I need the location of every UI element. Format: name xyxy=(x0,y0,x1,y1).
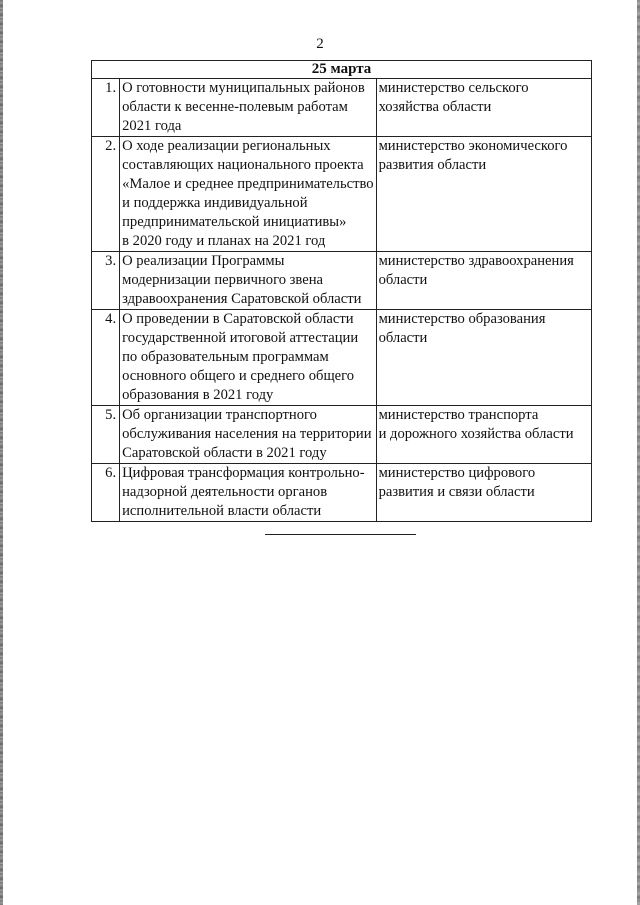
topic-line: О ходе реализации региональных xyxy=(122,138,331,154)
item-responsible xyxy=(376,137,591,252)
responsible-line: области xyxy=(378,272,428,288)
item-number: 2. xyxy=(92,137,120,252)
topic-line: государственной итоговой аттестации xyxy=(122,330,359,346)
item-topic xyxy=(120,310,376,406)
topic-line: обслуживания населения на территории xyxy=(122,426,372,442)
responsible-line: развития области xyxy=(378,157,487,173)
topic-line: Саратовской области в 2021 году xyxy=(122,445,327,461)
item-number: 1. xyxy=(92,79,120,137)
topic-line: и поддержка индивидуальной xyxy=(122,195,308,211)
item-responsible xyxy=(376,310,591,406)
topic-line: 2021 года xyxy=(122,118,182,134)
scan-edge-left xyxy=(0,0,3,905)
topic-line: О проведении в Саратовской области xyxy=(122,311,354,327)
responsible-line: министерство здравоохранения xyxy=(378,253,574,269)
topic-line: образования в 2021 году xyxy=(122,387,274,403)
topic-line: здравоохранения Саратовской области xyxy=(122,291,362,307)
topic-line: Цифровая трансформация контрольно- xyxy=(122,465,365,481)
item-number: 3. xyxy=(92,252,120,310)
item-responsible xyxy=(376,406,591,464)
topic-line: основного общего и среднего общего xyxy=(122,368,355,384)
responsible-line: министерство образования xyxy=(378,311,546,327)
item-number: 5. xyxy=(92,406,120,464)
topic-line: модернизации первичного звена xyxy=(122,272,323,288)
agenda-row xyxy=(92,464,592,522)
page-number: 2 xyxy=(316,36,324,52)
topic-line: области к весенне-полевым работам xyxy=(122,99,348,115)
agenda-row xyxy=(92,79,592,137)
item-responsible xyxy=(376,464,591,522)
responsible-line: хозяйства области xyxy=(378,99,492,115)
item-number: 4. xyxy=(92,310,120,406)
topic-line: в 2020 году и планах на 2021 год xyxy=(122,233,326,249)
responsible-line: министерство сельского xyxy=(378,80,529,96)
item-topic xyxy=(120,252,376,310)
item-topic xyxy=(120,464,376,522)
responsible-line: министерство цифрового xyxy=(378,465,536,481)
item-responsible xyxy=(376,252,591,310)
topic-line: Об организации транспортного xyxy=(122,407,317,423)
agenda-row xyxy=(92,406,592,464)
topic-line: предпринимательской инициативы» xyxy=(122,214,347,230)
item-responsible xyxy=(376,79,591,137)
agenda-row xyxy=(92,252,592,310)
topic-line: надзорной деятельности органов xyxy=(122,484,328,500)
item-topic xyxy=(120,406,376,464)
agenda-row xyxy=(92,310,592,406)
responsible-line: развития и связи области xyxy=(378,484,535,500)
item-number: 6. xyxy=(92,464,120,522)
responsible-line: и дорожного хозяйства области xyxy=(378,426,574,442)
date-header-row xyxy=(92,61,592,79)
responsible-line: министерство экономического xyxy=(378,138,568,154)
date-header: 25 марта xyxy=(92,61,592,79)
item-topic xyxy=(120,79,376,137)
responsible-line: области xyxy=(378,330,428,346)
responsible-line: министерство транспорта xyxy=(378,407,539,423)
topic-line: по образовательным программам xyxy=(122,349,329,365)
topic-line: исполнительной власти области xyxy=(122,503,322,519)
item-topic xyxy=(120,137,376,252)
topic-line: О готовности муниципальных районов xyxy=(122,80,365,96)
topic-line: О реализации Программы xyxy=(122,253,285,269)
agenda-row xyxy=(92,137,592,252)
agenda-table xyxy=(91,60,592,522)
topic-line: «Малое и среднее предпринимательство xyxy=(122,176,374,192)
topic-line: составляющих национального проекта xyxy=(122,157,364,173)
signature-rule xyxy=(265,534,416,535)
